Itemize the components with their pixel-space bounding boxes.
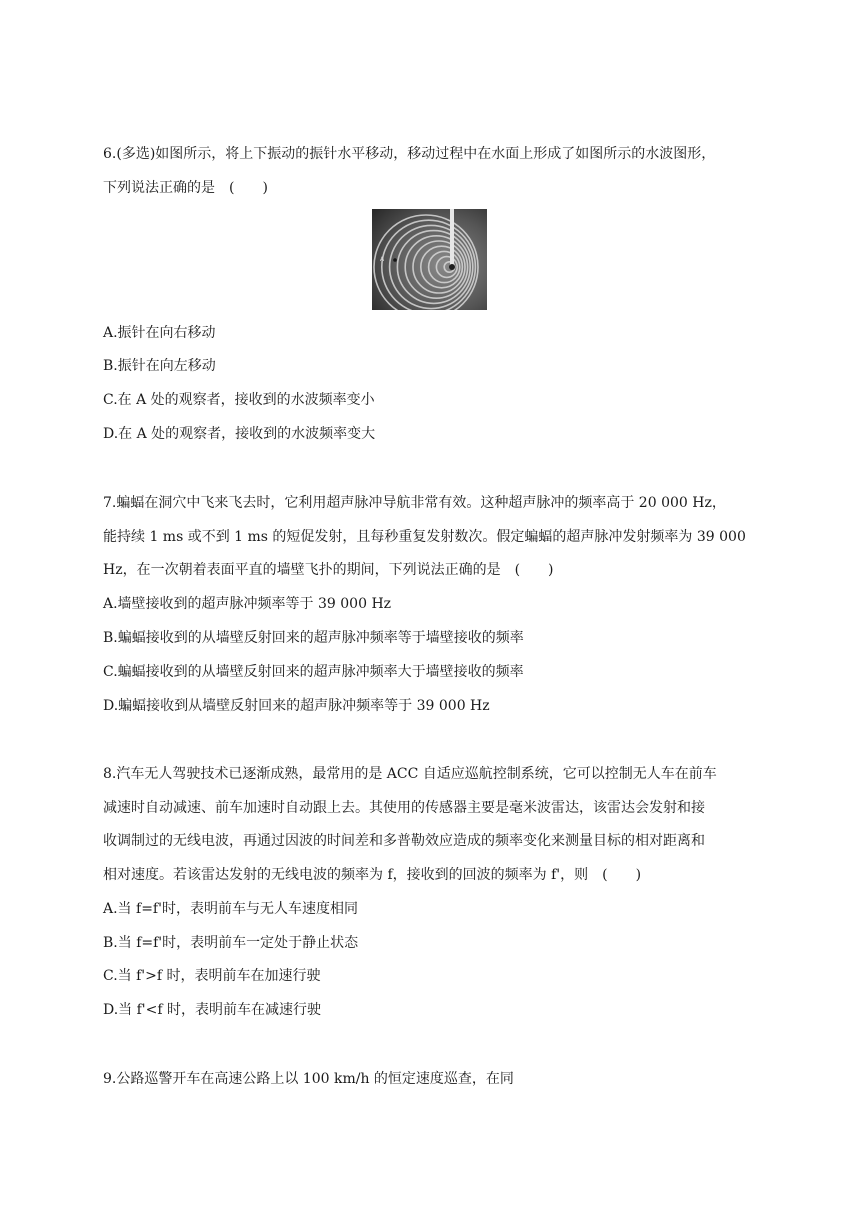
q6-stem-line-2: 下列说法正确的是 ( ) <box>103 180 268 196</box>
q8-option-c: C.当 f'>f 时，表明前车在加速行驶 <box>103 968 321 984</box>
q7-option-b: B.蝙蝠接收到的从墙壁反射回来的超声脉冲频率等于墙壁接收的频率 <box>103 630 524 646</box>
q6-option-c: C.在 A 处的观察者，接收到的水波频率变小 <box>103 392 375 408</box>
q7-option-c: C.蝙蝠接收到的从墙壁反射回来的超声脉冲频率大于墙壁接收的频率 <box>103 664 524 680</box>
water-wave-figure <box>372 209 487 310</box>
q8-option-b: B.当 f=f'时，表明前车一定处于静止状态 <box>103 935 359 951</box>
q6-stem-line-1: 6.(多选)如图所示，将上下振动的振针水平移动，移动过程中在水面上形成了如图所示的水波图形， <box>103 146 716 162</box>
q8-stem-line-2: 减速时自动减速、前车加速时自动跟上去。其使用的传感器主要是毫米波雷达，该雷达会发射和接 <box>103 800 705 816</box>
q9-stem-line-1: 9.公路巡警开车在高速公路上以 100 km/h 的恒定速度巡查，在同 <box>103 1071 514 1087</box>
q6-option-a: A.振针在向右移动 <box>103 325 216 341</box>
q7-option-a: A.墙壁接收到的超声脉冲频率等于 39 000 Hz <box>103 596 392 612</box>
q7-stem-line-1: 7.蝙蝠在洞穴中飞来飞去时，它利用超声脉冲导航非常有效。这种超声脉冲的频率高于 20 000 Hz， <box>103 495 726 511</box>
q8-option-a: A.当 f=f'时，表明前车与无人车速度相同 <box>103 901 358 917</box>
q8-stem-line-4: 相对速度。若该雷达发射的无线电波的频率为 f，接收到的回波的频率为 f'，则 ( ) <box>103 867 642 883</box>
q8-option-d: D.当 f'<f 时，表明前车在减速行驶 <box>103 1002 322 1018</box>
figure-label-a: A <box>380 256 385 263</box>
q6-option-b: B.振针在向左移动 <box>103 358 216 374</box>
q8-stem-line-3: 收调制过的无线电波，再通过因波的时间差和多普勒效应造成的频率变化来测量目标的相对距离和 <box>103 833 705 849</box>
q8-stem-line-1: 8.汽车无人驾驶技术已逐渐成熟，最常用的是 ACC 自适应巡航控制系统，它可以控制无人车在前车 <box>103 766 717 782</box>
q7-stem-line-3: Hz，在一次朝着表面平直的墙壁飞扑的期间，下列说法正确的是 ( ) <box>103 562 554 578</box>
q7-stem-line-2: 能持续 1 ms 或不到 1 ms 的短促发射，且每秒重复发射数次。假定蝙蝠的超声脉冲发射频率为 39 000 <box>103 529 746 545</box>
q6-option-d: D.在 A 处的观察者，接收到的水波频率变大 <box>103 426 376 442</box>
q7-option-d: D.蝙蝠接收到从墙壁反射回来的超声脉冲频率等于 39 000 Hz <box>103 698 490 714</box>
